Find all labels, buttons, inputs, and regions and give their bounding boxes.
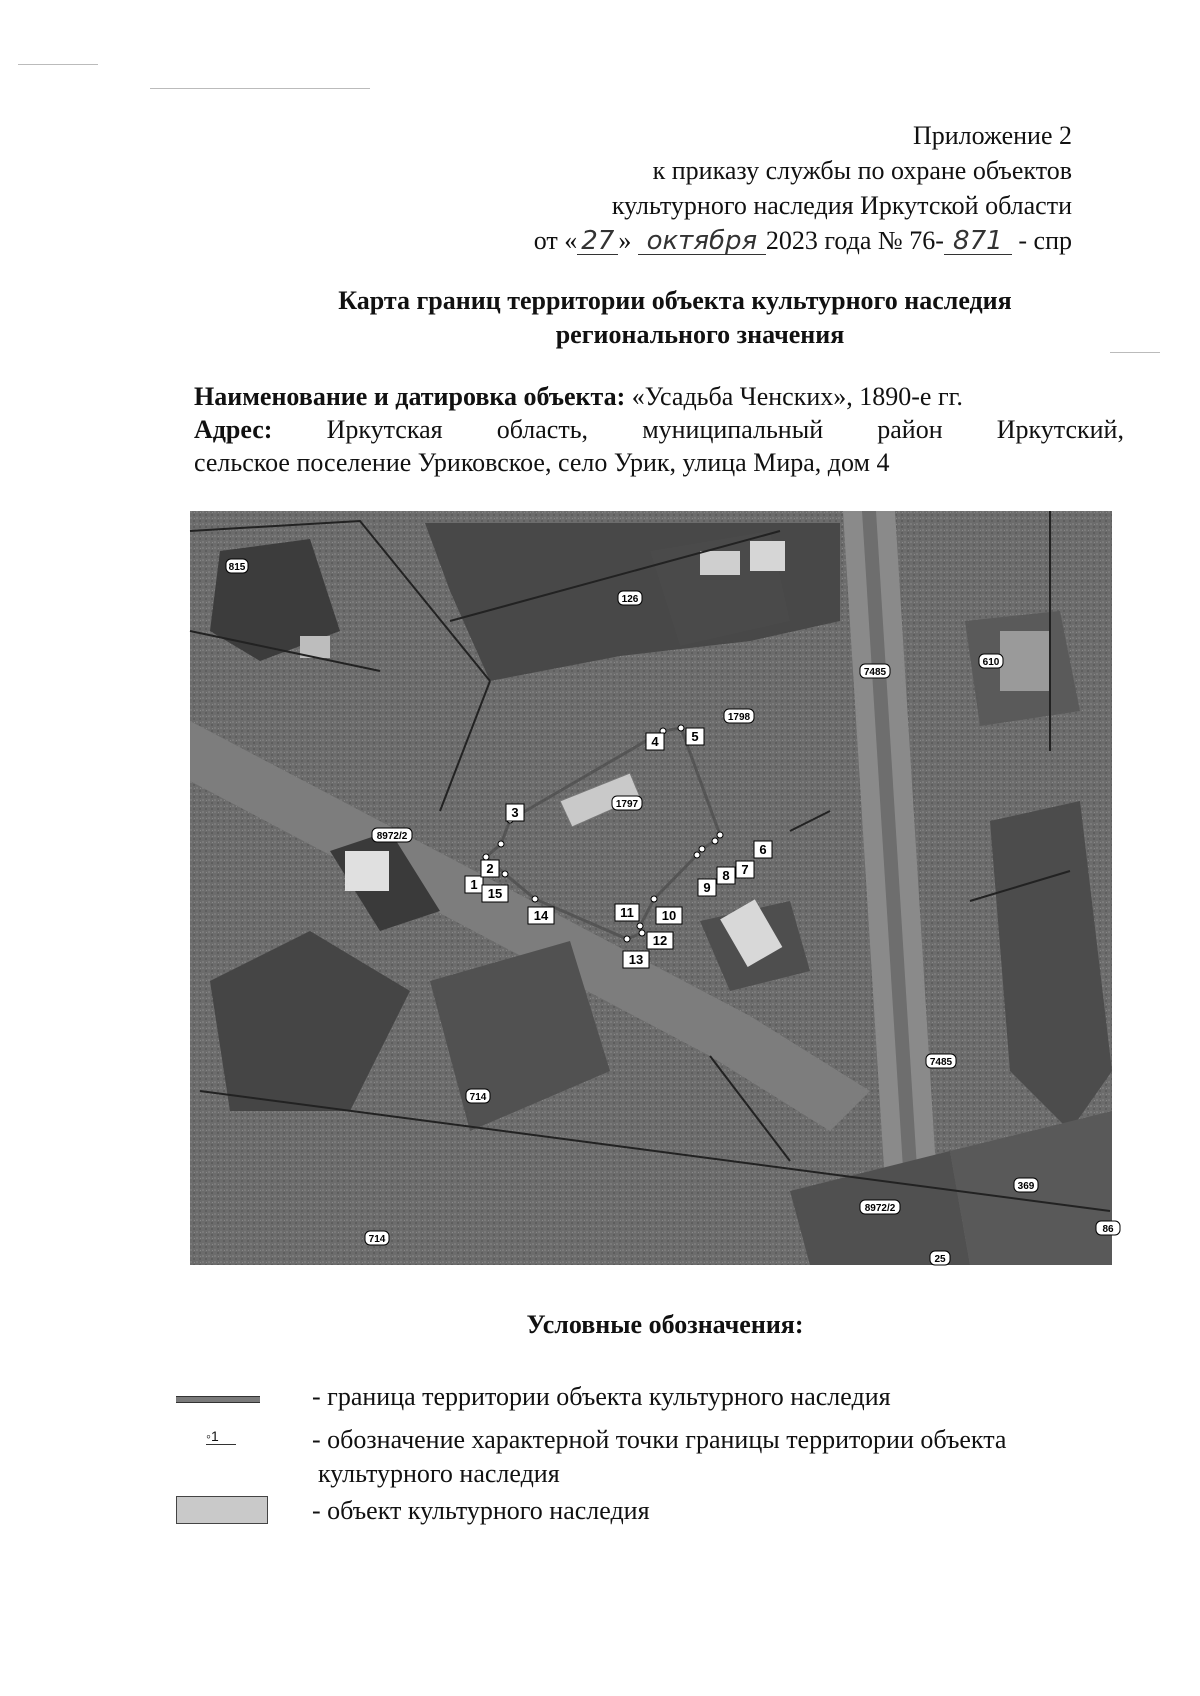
point-label: 9: [703, 880, 711, 895]
address-word: Иркутская: [326, 415, 443, 444]
boundary-point: [502, 871, 508, 877]
boundary-point: [717, 832, 723, 838]
legend-text: - обозначение характерной точки границы территории объекта: [312, 1425, 1007, 1454]
date-mid: »: [618, 226, 632, 255]
parcel-label: 714: [469, 1092, 487, 1103]
scan-artifact: [1110, 352, 1160, 353]
document-title: [0, 284, 1200, 352]
parcel-label: 126: [621, 594, 639, 605]
address-line-1: [194, 413, 1124, 446]
point-label: 2: [486, 861, 494, 876]
scan-artifact: [150, 88, 370, 89]
satellite-map: [190, 511, 1112, 1265]
order-authority: культурного наследия Иркутской области: [611, 191, 1072, 220]
address-label: Адрес:: [194, 415, 273, 444]
parcel-label: 7485: [929, 1057, 953, 1068]
year-text: 2023 года № 76-: [765, 226, 944, 255]
legend-title: Условные обозначения:: [526, 1310, 804, 1339]
point-label: 12: [652, 933, 668, 948]
title-line-2: регионального значения: [555, 320, 845, 349]
handwritten-month: октября: [638, 228, 766, 255]
parcel-label: 8972/2: [376, 831, 408, 842]
address-word: область,: [496, 415, 589, 444]
boundary-point: [694, 852, 700, 858]
boundary-point: [639, 930, 645, 936]
point-label: 11: [620, 905, 634, 920]
boundary-point: [699, 846, 705, 852]
scan-artifact: [18, 64, 98, 65]
boundary-point: [483, 854, 489, 860]
point-marker-symbol: [206, 1428, 236, 1445]
point-label: 3: [511, 805, 519, 820]
point-label: 8: [722, 868, 730, 883]
legend-item-boundary: [312, 1380, 1112, 1414]
address-word: район: [877, 415, 943, 444]
point-label: 10: [661, 908, 677, 923]
boundary-point: [712, 838, 718, 844]
point-label: 14: [533, 908, 549, 923]
boundary-point: [532, 896, 538, 902]
parcel-label: 7485: [863, 667, 887, 678]
legend-item-heritage: [312, 1494, 1112, 1528]
point-label: 7: [741, 862, 749, 877]
appendix-header: [534, 118, 1072, 258]
order-suffix: - спр: [1011, 226, 1072, 255]
building-roof: [700, 551, 740, 575]
building-roof: [750, 541, 785, 571]
handwritten-day: 27: [577, 228, 618, 255]
building-roof: [345, 851, 389, 891]
legend-item-point: [312, 1423, 1112, 1491]
handwritten-number: 871: [944, 228, 1012, 255]
object-info: [194, 380, 1124, 479]
boundary-point: [624, 936, 630, 942]
date-prefix: от «: [533, 226, 578, 255]
order-reference: к приказу службы по охране объектов: [652, 156, 1072, 185]
boundary-line-symbol: [176, 1396, 260, 1403]
address-line-2: сельское поселение Уриковское, село Урик, улица Мира, дом 4: [194, 448, 890, 477]
parcel-label: 815: [228, 562, 246, 573]
parcel-label: 1798: [727, 712, 751, 723]
point-label: 6: [759, 842, 767, 857]
point-marker-number: 1: [210, 1428, 219, 1444]
object-name-label: Наименование и датировка объекта:: [194, 382, 626, 411]
parcel-label: 25: [934, 1254, 946, 1265]
parcel-label: 86: [1102, 1224, 1114, 1235]
order-date-line: [534, 223, 1072, 258]
point-label: 15: [487, 886, 503, 901]
point-marker-dot: ◦: [206, 1428, 211, 1444]
legend-text: - граница территории объекта культурного наследия: [312, 1382, 891, 1411]
boundary-point: [498, 841, 504, 847]
point-label: 5: [691, 729, 699, 744]
legend-text: - объект культурного наследия: [312, 1496, 650, 1525]
legend-text-cont: культурного наследия: [318, 1459, 560, 1488]
parcel-label: 1797: [615, 799, 639, 810]
parcel-label: 610: [982, 657, 1000, 668]
parcel-label: 369: [1017, 1181, 1035, 1192]
heritage-fill-symbol: [176, 1496, 268, 1524]
appendix-label: Приложение 2: [912, 121, 1072, 150]
boundary-point: [637, 923, 643, 929]
parcel-label: 8972/2: [864, 1203, 896, 1214]
boundary-point: [651, 896, 657, 902]
map-svg: [190, 511, 1112, 1265]
point-label: 1: [470, 877, 478, 892]
title-line-1: Карта границ территории объекта культурного наследия: [338, 286, 1012, 315]
point-label: 13: [628, 952, 644, 967]
address-word: муниципальный: [642, 415, 824, 444]
boundary-point: [678, 725, 684, 731]
address-word: Иркутский,: [996, 415, 1124, 444]
object-name-value: «Усадьба Ченских», 1890-е гг.: [625, 382, 963, 411]
building-roof: [1000, 631, 1050, 691]
point-label: 4: [651, 734, 659, 749]
object-name-line: [194, 380, 1124, 413]
parcel-label: 714: [368, 1234, 386, 1245]
